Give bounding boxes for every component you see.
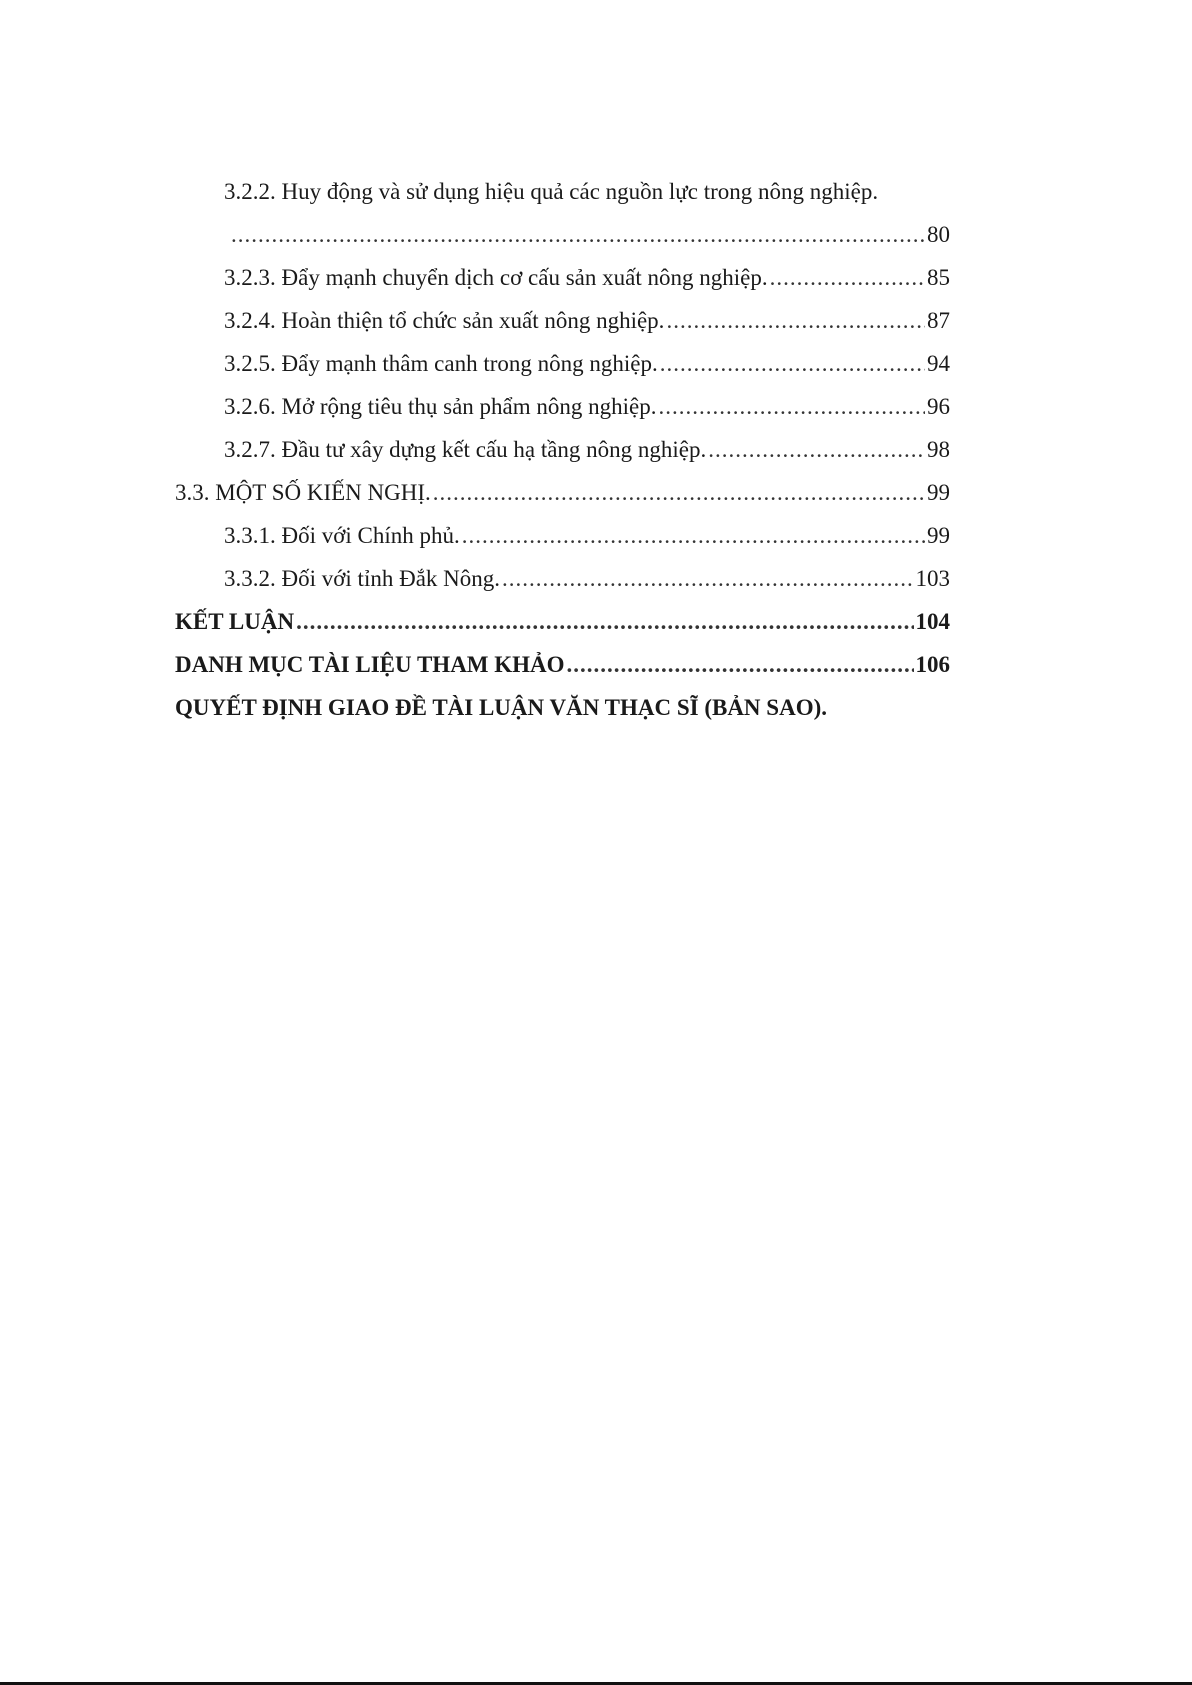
dot-leader (502, 557, 913, 600)
toc-entry-page: 103 (915, 566, 950, 591)
dot-leader (231, 213, 925, 256)
toc-entry-label: 3.3.1. Đối với Chính phủ. (224, 523, 460, 548)
toc-entry-page: 106 (915, 652, 950, 677)
toc-entry-page: 96 (927, 394, 950, 419)
dot-leader (666, 299, 925, 342)
toc-entry-3-3-2[interactable] (175, 557, 950, 600)
toc-entry-page: 87 (927, 308, 950, 333)
toc-entry-ket-luan[interactable] (175, 600, 950, 643)
toc-entry-label: 3.2.5. Đẩy mạnh thâm canh trong nông nghiệp. (224, 351, 658, 376)
toc-entry-3-2-3[interactable] (175, 256, 950, 299)
toc-entry-page: 99 (927, 480, 950, 505)
toc-entry-label: 3.2.3. Đẩy mạnh chuyển dịch cơ cấu sản xuất nông nghiệp. (224, 265, 768, 290)
dot-leader (660, 342, 925, 385)
toc-entry-label: DANH MỤC TÀI LIỆU THAM KHẢO (175, 652, 565, 677)
toc-entry-page: 104 (915, 609, 950, 634)
dot-leader (433, 471, 925, 514)
toc-entry-label: 3.3. MỘT SỐ KIẾN NGHỊ. (175, 480, 431, 505)
toc-entry-label: KẾT LUẬN (175, 609, 295, 634)
toc-entry-3-2-7[interactable] (175, 428, 950, 471)
toc-entry-page: 80 (927, 222, 950, 247)
toc-entry-page: 85 (927, 265, 950, 290)
dot-leader (708, 428, 925, 471)
dot-leader (462, 514, 925, 557)
toc-entry-label: 3.2.6. Mở rộng tiêu thụ sản phẩm nông nghiệp. (224, 394, 657, 419)
toc-entry-page: 99 (927, 523, 950, 548)
toc-entry-quyet-dinh[interactable] (175, 686, 950, 729)
dot-leader (567, 643, 914, 686)
dot-leader (659, 385, 925, 428)
toc-entry-3-2-6[interactable] (175, 385, 950, 428)
dot-leader (296, 600, 913, 643)
toc-entry-danh-muc-tai-lieu[interactable] (175, 643, 950, 686)
toc-entry-label: 3.3.2. Đối với tỉnh Đắk Nông. (224, 566, 501, 591)
toc-entry-label: QUYẾT ĐỊNH GIAO ĐỀ TÀI LUẬN VĂN THẠC SĨ (BẢN SAO). (175, 695, 827, 720)
toc-entry-page: 98 (927, 437, 950, 462)
toc-entry-3-2-5[interactable] (175, 342, 950, 385)
toc-entry-3-3[interactable] (175, 471, 950, 514)
toc-entry-label: 3.2.4. Hoàn thiện tổ chức sản xuất nông nghiệp. (224, 308, 665, 333)
toc-entry-3-2-2-continuation[interactable] (175, 213, 950, 256)
toc-entry-3-3-1[interactable] (175, 514, 950, 557)
toc-entry-3-2-4[interactable] (175, 299, 950, 342)
toc-entry-label: 3.2.7. Đầu tư xây dựng kết cấu hạ tầng nông nghiệp. (224, 437, 707, 462)
dot-leader (770, 256, 925, 299)
toc-entry-page: 94 (927, 351, 950, 376)
toc-entry-3-2-2[interactable] (175, 170, 950, 213)
table-of-contents (175, 170, 950, 729)
toc-entry-label: 3.2.2. Huy động và sử dụng hiệu quả các nguồn lực trong nông nghiệp. (224, 179, 879, 204)
